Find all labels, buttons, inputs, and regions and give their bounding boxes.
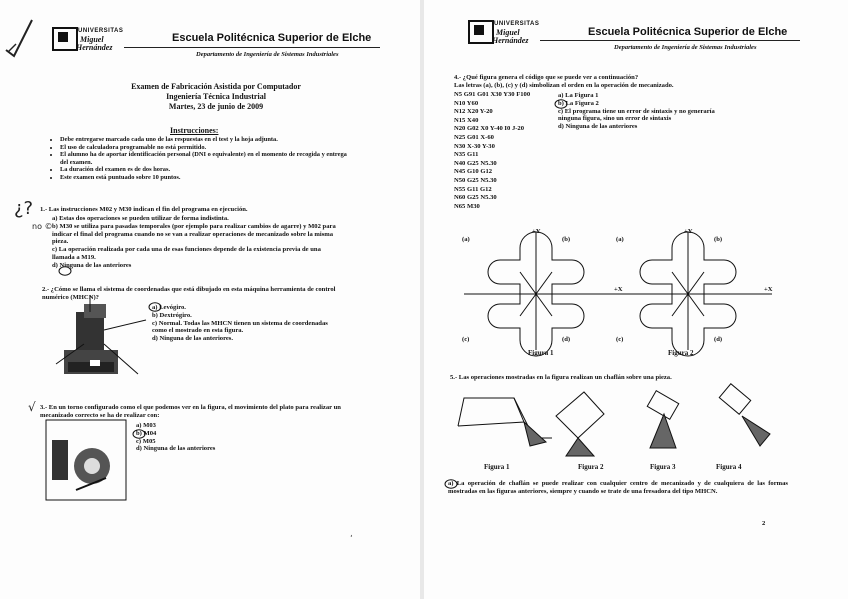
fig2-axis-x: +X <box>764 286 773 293</box>
page-number: 2 <box>762 520 766 527</box>
q3-option-c: c) M05 <box>136 437 156 445</box>
q2-option-d: d) Ninguna de las anteriores. <box>152 335 234 343</box>
q2-option-c: c) Normal. Todas las MHCN tienen un sistema de coordenadas como el mostrado en esta figura. <box>152 319 328 335</box>
fig2-label-b: (b) <box>714 236 723 243</box>
fig1-label-c: (c) <box>462 336 470 343</box>
university-name-1: Miguel <box>496 28 520 37</box>
q4-code-line: N55 G11 G12 <box>454 185 492 193</box>
q4-code-line: N12 X20 Y-20 <box>454 108 493 116</box>
q4-figure-2-caption: Figura 2 <box>668 349 694 357</box>
question-mark-annotation: ¿? <box>14 198 34 219</box>
exam-program: Ingeniería Técnica Industrial <box>166 92 266 101</box>
instructions-list <box>50 136 350 182</box>
q3-option-a: a) M03 <box>136 422 156 429</box>
instructions-heading: Instrucciones: <box>170 126 219 135</box>
q4-code-line: N25 G01 X-60 <box>454 133 494 141</box>
q1-option-b: b) M30 se utiliza para pasadas temporales (por ejemplo para realizar cambios de agarre) y M02 para indicar el final del programa cuando no se van a realizar operaciones de mecanizado sobre la misma pieza. <box>52 222 336 246</box>
q4-figure-1-caption: Figura 1 <box>528 349 554 357</box>
q5-figure-2-caption: Figura 2 <box>578 463 604 471</box>
q4-code-listing <box>454 91 564 211</box>
q1-options <box>52 215 342 270</box>
q1-text: 1.- Las instrucciones M02 y M30 indican el fin del programa en ejecución. <box>40 206 248 213</box>
q2-text: 2.- ¿Cómo se llama el sistema de coordenadas que está dibujado en esta máquina herramienta de control numérico (MHCN)? <box>42 286 336 301</box>
exam-date: Martes, 23 de junio de 2009 <box>168 102 264 111</box>
q4-subtext: Las letras (a), (b), (c) y (d) simbolizan el orden en la operación de mecanizado. <box>454 82 674 89</box>
instruction-item: • El alumno ha de aportar identificación personal (DNI o equivalente) en el momento de recogida y entrega del examen. <box>60 151 350 166</box>
q4-option-a: a) La Figura 1 <box>558 92 599 99</box>
q3-option-b: b) M04 <box>136 429 157 437</box>
q3-answer-circle <box>132 429 146 439</box>
department-name: Departamento de Ingeniería de Sistemas Industriales <box>614 44 757 51</box>
q4-figure-2 <box>612 232 772 352</box>
q5-answer: a) La operación de chaflán se puede realizar con cualquier centro de mecanizado y de cualquiera de las formas mostradas en las figuras anteriores, siempre y cuando se trate de una fresadora del tipo MHCN. <box>448 480 788 495</box>
department-name: Departamento de Ingeniería de Sistemas Industriales <box>196 51 339 58</box>
q1-option-c: c) La operación realizada por cada una de esas funciones depende de la existencia previa de una llamada a M19. <box>52 246 321 261</box>
q4-options <box>558 92 738 131</box>
q4-code-line: N5 G91 G01 X30 Y30 F100 <box>454 91 531 98</box>
fig1-axis-x: +X <box>614 286 623 293</box>
fig1-label-b: (b) <box>562 236 571 243</box>
q4-code-line: N50 G25 N5.30 <box>454 176 497 184</box>
lathe-illustration <box>46 420 126 500</box>
milling-machine-illustration <box>54 300 154 392</box>
exam-title: Examen de Fabricación Asistida por Computador <box>131 82 301 91</box>
exam-page-1 <box>0 0 420 599</box>
q5-answer-circle <box>444 479 458 489</box>
q2-option-a: a) Levógiro. <box>152 304 186 311</box>
q4-option-c: c) El programa tiene un error de sintaxis y no generaría ninguna figura, sino un error de sintaxis <box>558 107 715 123</box>
q4-code-line: N10 Y60 <box>454 99 479 107</box>
fig2-label-c: (c) <box>616 336 624 343</box>
university-logo-icon <box>52 27 78 51</box>
q2-options <box>152 304 332 343</box>
q4-text: 4.- ¿Qué figura genera el código que se puede ver a continuación? <box>454 74 639 81</box>
q5-figure-1-caption: Figura 1 <box>484 463 510 471</box>
q5-text: 5.- Las operaciones mostradas en la figura realizan un chaflán sobre una pieza. <box>450 374 672 381</box>
instruction-item: • El uso de calculadora programable no está permitido. <box>60 144 350 152</box>
stray-mark: ¸ <box>350 528 353 537</box>
school-name: Escuela Politécnica Superior de Elche <box>588 26 788 38</box>
q1-option-a: a) Estas dos operaciones se pueden utilizar de forma indistinta. <box>52 215 229 222</box>
q4-code-line: N15 X40 <box>454 116 479 124</box>
q4-answer-circle <box>554 99 568 109</box>
fig2-axis-y: +Y <box>684 228 693 235</box>
q1-handwritten-mark: no © <box>32 222 53 231</box>
q3-handwritten-check: √ <box>28 400 36 414</box>
q4-code-line: N30 X-30 Y-30 <box>454 142 495 150</box>
university-name-1: Miguel <box>80 35 104 44</box>
instruction-item: • La duración del examen es de dos horas. <box>60 166 350 174</box>
instruction-item: • Este examen está puntuado sobre 10 puntos. <box>60 174 350 182</box>
q4-code-line: N35 G11 <box>454 151 479 159</box>
q1-option-d: d) Ninguna de las anteriores <box>52 261 132 269</box>
school-name: Escuela Politécnica Superior de Elche <box>172 32 372 44</box>
q3-option-d: d) Ninguna de las anteriores <box>136 445 216 453</box>
university-tag: UNIVERSITAS <box>78 28 124 34</box>
q4-code-line: N40 G25 N5.30 <box>454 159 497 167</box>
check-mark-icon <box>4 18 34 58</box>
q2-option-b: b) Dextrógiro. <box>152 311 192 319</box>
fig2-label-a: (a) <box>616 236 624 243</box>
q3-text: 3.- En un torno configurado como el que podemos ver en la figura, el movimiento del plato para realizar un mecanizado correcto se ha de realizar con: <box>40 404 341 419</box>
instruction-item: • Debe entregarse marcado cada uno de las respuestas en el test y la hoja adjunta. <box>60 136 350 144</box>
q4-code-line: N45 G10 G12 <box>454 168 493 176</box>
university-tag: UNIVERSITAS <box>494 21 540 27</box>
q5-figure-3-caption: Figura 3 <box>650 463 676 471</box>
exam-page-2 <box>424 0 848 599</box>
q3-options <box>136 422 296 453</box>
fig1-label-d: (d) <box>562 336 571 343</box>
q4-code-line: N60 G25 N5.30 <box>454 194 497 202</box>
q4-code-line: N65 M30 <box>454 202 480 210</box>
university-name-2: Hernández <box>492 36 529 45</box>
q5-figures <box>454 386 774 460</box>
q4-code-line: N20 G02 X0 Y-40 I0 J-20 <box>454 125 525 133</box>
university-logo-icon <box>468 20 494 44</box>
q5-figure-4-caption: Figura 4 <box>716 463 742 471</box>
q1-answer-circle <box>58 266 72 276</box>
fig1-label-a: (a) <box>462 236 470 243</box>
fig1-axis-y: +Y <box>532 228 541 235</box>
university-name-2: Hernández <box>76 43 113 52</box>
q4-option-b: b) La Figura 2 <box>558 99 599 107</box>
fig2-label-d: (d) <box>714 336 723 343</box>
q4-option-d: d) Ninguna de las anteriores <box>558 123 638 131</box>
q4-figure-1 <box>460 232 620 352</box>
